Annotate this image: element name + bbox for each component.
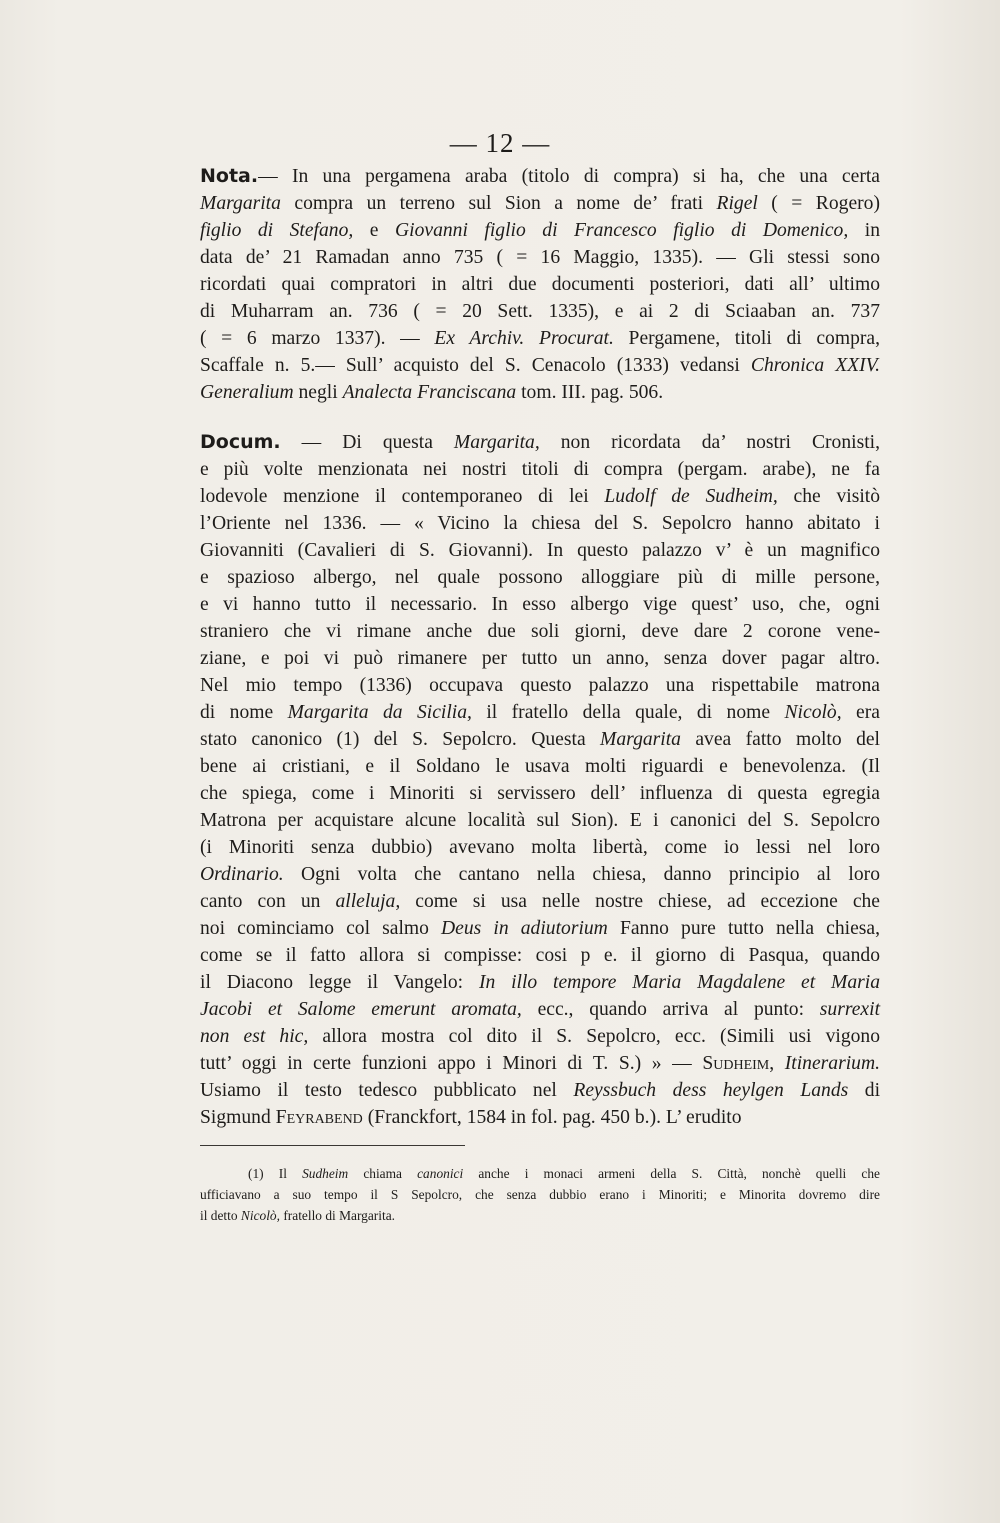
- text-line: [200, 861, 880, 888]
- text-run: che spiega, come i Minoriti si servissero dell’ influenza di questa egregia: [200, 783, 880, 804]
- text-line: [200, 726, 880, 753]
- text-run: Pergamene, titoli di compra,: [613, 328, 880, 349]
- text-line: [200, 888, 880, 915]
- text-line: [200, 1023, 880, 1050]
- text-run: di Muharram an. 736 ( = 20 Sett. 1335), e ai 2 di Sciaaban an. 737: [200, 301, 880, 322]
- text-run: Fanno pure tutto nella chiesa,: [607, 918, 880, 939]
- text-line: [200, 942, 880, 969]
- text-line: [200, 456, 880, 483]
- docum-label: Docum.: [200, 431, 281, 453]
- italic-text-run: Reyssbuch dess heylgen Lands: [573, 1080, 849, 1101]
- text-line: [200, 244, 880, 271]
- text-run: il fratello della quale, di nome: [471, 702, 785, 723]
- italic-text-run: Deus in adiutorium: [441, 918, 608, 939]
- text-run: allora mostra col dito il S. Sepolcro, ecc. (Simili usi vigono: [308, 1026, 881, 1047]
- text-run: Giovanniti (Cavalieri di S. Giovanni). In questo palazzo v’ è un magnifico: [200, 540, 880, 561]
- italic-text-run: Ordinario.: [200, 864, 284, 885]
- text-run: — Di questa: [280, 432, 454, 453]
- text-line: [200, 915, 880, 942]
- text-line: [200, 564, 880, 591]
- text-run: e spazioso albergo, nel quale possono alloggiare più di mille persone,: [200, 567, 880, 588]
- docum-paragraph: [200, 429, 880, 1131]
- text-run: l’Oriente nel 1336. — « Vicino la chiesa del S. Sepolcro hanno abitato i: [200, 513, 880, 534]
- text-line: [200, 699, 880, 726]
- text-run: di: [848, 1080, 881, 1101]
- italic-text-run: alleluja,: [335, 891, 401, 912]
- text-run: e vi hanno tutto il necessario. In esso albergo vige quest’ uso, che, ogni: [200, 594, 880, 615]
- text-run: Sigmund: [200, 1107, 276, 1128]
- text-run: compra un terreno sul Sion a nome de’ frati: [280, 193, 717, 214]
- text-run: Nel mio tempo (1336) occupava questo palazzo una rispettabile matrona: [200, 675, 880, 696]
- italic-text-run: Itinerarium.: [784, 1053, 881, 1074]
- text-line: [200, 163, 880, 190]
- italic-text-run: non est hic,: [200, 1026, 309, 1047]
- text-line: [200, 1104, 880, 1131]
- italic-text-run: Ludolf de Sudheim,: [604, 486, 778, 507]
- italic-text-run: Giovanni figlio di Francesco figlio di Domenico,: [394, 220, 849, 241]
- text-line: [200, 753, 880, 780]
- text-run: ( = Rogero): [757, 193, 880, 214]
- text-run: chiama: [348, 1166, 418, 1181]
- text-run: stato canonico (1) del S. Sepolcro. Questa: [200, 729, 601, 750]
- text-run: noi cominciamo col salmo: [200, 918, 442, 939]
- text-line: [200, 807, 880, 834]
- italic-text-run: figlio di Stefano,: [200, 220, 354, 241]
- text-line: [200, 190, 880, 217]
- text-run: — In una pergamena araba (titolo di compra) si ha, che una certa: [258, 166, 880, 187]
- text-line: [200, 352, 880, 379]
- text-run: [774, 1053, 785, 1074]
- text-run: il Diacono legge il Vangelo:: [200, 972, 479, 993]
- footnote: [200, 1163, 880, 1226]
- text-line: [200, 537, 880, 564]
- text-line: [200, 780, 880, 807]
- italic-text-run: surrexit: [819, 999, 881, 1020]
- page-number: — 12 —: [449, 128, 551, 158]
- text-run: il detto: [200, 1208, 241, 1223]
- italic-text-run: Generalium: [200, 382, 294, 403]
- text-run: di nome: [200, 702, 288, 723]
- footnote-divider: [200, 1145, 465, 1146]
- text-line: [200, 217, 880, 244]
- text-run: e: [353, 220, 395, 241]
- text-run: negli: [293, 382, 343, 403]
- italic-text-run: Rigel: [716, 193, 758, 214]
- text-run: straniero che vi rimane anche due soli giorni, deve dare 2 corone vene-: [200, 621, 880, 642]
- text-line: [200, 271, 880, 298]
- text-line: [200, 618, 880, 645]
- small-caps-name: Feyrabend: [275, 1107, 363, 1128]
- italic-text-run: Margarita: [200, 193, 281, 214]
- text-run: data de’ 21 Ramadan anno 735 ( = 16 Maggio, 1335). — Gli stessi sono: [200, 247, 880, 268]
- text-line: [200, 483, 880, 510]
- text-run: e più volte menzionata nei nostri titoli di compra (pergam. arabe), ne fa: [200, 459, 880, 480]
- text-line: [200, 379, 880, 406]
- text-run: bene ai cristiani, e il Soldano le usava molti riguardi e benevolenza. (Il: [200, 756, 880, 777]
- nota-label: Nota.: [200, 165, 259, 187]
- text-line: [200, 298, 880, 325]
- text-line: [200, 1163, 880, 1184]
- italic-text-run: Analecta Franciscana: [342, 382, 517, 403]
- text-run: tom. III. pag. 506.: [516, 382, 664, 403]
- text-run: fratello di Margarita.: [279, 1208, 396, 1223]
- text-run: (1) Il: [248, 1166, 303, 1181]
- text-run: non ricordata da’ nostri Cronisti,: [539, 432, 880, 453]
- text-line: [200, 672, 880, 699]
- italic-text-run: Margarita da Sicilia,: [287, 702, 472, 723]
- text-line: [200, 996, 880, 1023]
- text-run: era: [841, 702, 880, 723]
- italic-text-run: Nicolò,: [784, 702, 842, 723]
- italic-text-run: Margarita,: [453, 432, 540, 453]
- text-run: ricordati quai compratori in altri due documenti posteriori, dati all’ ultimo: [200, 274, 880, 295]
- small-caps-name: Sudheim,: [702, 1053, 775, 1074]
- text-run: Ogni volta che cantano nella chiesa, danno principio al loro: [283, 864, 880, 885]
- text-run: lodevole menzione il contemporaneo di lei: [200, 486, 605, 507]
- text-line: [200, 969, 880, 996]
- text-line: [200, 645, 880, 672]
- text-line: [200, 1077, 880, 1104]
- text-run: che visitò: [777, 486, 880, 507]
- text-run: (i Minoriti senza dubbio) avevano molta libertà, come io lessi nel loro: [200, 837, 880, 858]
- text-line: [200, 834, 880, 861]
- text-run: Scaffale n. 5.— Sull’ acquisto del S. Cenacolo (1333) vedansi: [200, 355, 751, 376]
- text-run: ecc., quando arriva al punto:: [521, 999, 820, 1020]
- text-line: [200, 429, 880, 456]
- text-line: [200, 510, 880, 537]
- italic-text-run: In illo tempore Maria Magdalene et Maria: [478, 972, 880, 993]
- text-run: come si usa nelle nostre chiese, ad eccezione che: [400, 891, 881, 912]
- text-run: ziane, e poi vi può rimanere per tutto un anno, senza dover pagar altro.: [200, 648, 880, 669]
- text-run: anche i monaci armeni della S. Città, nonchè quelli che: [463, 1166, 880, 1181]
- italic-text-run: Chronica XXIV.: [750, 355, 881, 376]
- nota-paragraph: [200, 163, 880, 406]
- text-run: Usiamo il testo tedesco pubblicato nel: [200, 1080, 574, 1101]
- text-line: [200, 325, 880, 352]
- italic-text-run: Margarita: [600, 729, 681, 750]
- text-run: Matrona per acquistare alcune località sul Sion). E i canonici del S. Sepolcro: [200, 810, 880, 831]
- text-line: [200, 1184, 880, 1205]
- italic-text-run: Sudheim: [302, 1166, 349, 1181]
- italic-text-run: Ex Archiv. Procurat.: [434, 328, 614, 349]
- text-run: ( = 6 marzo 1337). —: [200, 328, 435, 349]
- italic-text-run: canonici: [417, 1166, 464, 1181]
- text-line: [200, 1050, 880, 1077]
- text-run: come se il fatto allora si compisse: cosi p e. il giorno di Pasqua, quando: [200, 945, 880, 966]
- italic-text-run: Jacobi et Salome emerunt aromata,: [200, 999, 522, 1020]
- text-run: tutt’ oggi in certe funzioni appo i Minori di T. S.) » —: [200, 1053, 703, 1074]
- text-run: avea fatto molto del: [680, 729, 881, 750]
- text-run: canto con un: [200, 891, 336, 912]
- text-line: [200, 591, 880, 618]
- text-run: (Franckfort, 1584 in fol. pag. 450 b.). L’ erudito: [362, 1107, 742, 1128]
- italic-text-run: Nicolò,: [240, 1208, 280, 1223]
- text-run: in: [848, 220, 880, 241]
- text-line: [200, 1205, 880, 1226]
- text-run: ufficiavano a suo tempo il S Sepolcro, che senza dubbio erano i Minoriti; e Minorita dovremo dire: [200, 1187, 880, 1202]
